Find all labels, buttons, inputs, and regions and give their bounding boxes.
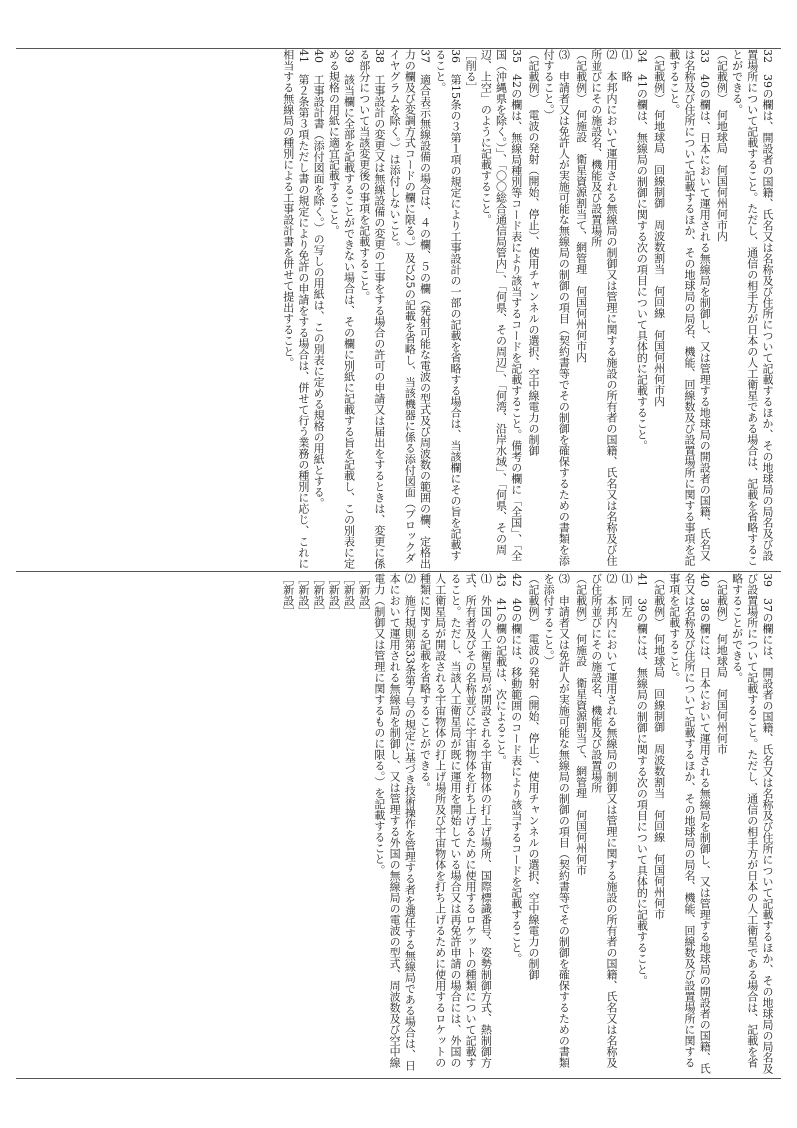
new-note-3: ［新設］ [327,573,341,617]
item-38: 38 工事設計の変更又は無線設備の変更の工事をする場合の許可の申請又は届出をするときは、変更に係る部分について当該変更後の事項を記載すること。 [357,49,386,569]
new-note-2: ［新設］ [342,573,356,617]
current-text-panel [16,49,781,569]
previous-text-body [281,573,776,1077]
item-37: 37 適合表示無線設備の場合は、４の欄、５の欄（発射可能な電波の型式及び周波数の範囲の欄、定格出力の欄及び変調方式コードの欄に限る。）及び25の記載を省略し、当該機器に係る添付図面（ブロックダイヤグラムを除く。）は添付しないこと。 [388,49,432,569]
example-34-3: （記載例） 電波の発射（開始、停止）、使用チャンネルの選択、空中線電力の制御 [526,49,540,456]
old-example-39: （記載例） 何地球局 何国何州何市 [715,573,729,755]
previous-text-panel [16,573,781,1077]
old-item-42: 42 40の欄には、移動範囲のコード表により該当するコードを記載すること。 [509,573,523,964]
new-note-5: ［新設］ [296,573,310,617]
old-example-41-2: （記載例） 何施設 衛星資源割当て、網管理 何国何州何市 [574,573,588,876]
new-note-6: ［新設］ [281,573,295,617]
item-33: 33 40の欄は、日本において運用される無線局を制御し、又は管理する地球局の開設者の国籍、氏名又は名称及び住所について記載するほか、その地球局の局名、機能、回線数及び設置場所に関する事項を記載すること。 [667,49,712,566]
item-34-1: ⑴ 略 [620,49,634,82]
item-34-2: ⑵ 本邦内において運用される無線局の制御又は管理に関する施設の所有者の国籍、氏名又は名称及び住所並びにその施設名、機能及び設置場所 [589,49,618,566]
deleted-note: ［削る］ [464,49,478,93]
example-32: （記載例） 何地球局 何国何州何市内 [715,49,729,242]
old-item-43-2: ⑵ 施行規則第33条第７号の規定に基づき技術操作を管理する者を選任する無線局である場合は、日本において運用される無線局を制御し、又は管理する外国の無線局の電波の型式、周波数及び空中線電力（制御又は管理に関するものに限る。）を記載すること。 [372,573,417,1071]
new-note-4: ［新設］ [312,573,326,617]
old-item-40: 40 38の欄には、日本において運用される無線局を制御し、又は管理する地球局の開設者の国籍、氏名又は名称及び住所について記載するほか、その地球局の局名、機能、回線数及び設置場所に関する事項を記載すること。 [667,573,712,1074]
old-item-41-2: ⑵ 本邦内において運用される無線局の制御又は管理に関する施設の所有者の国籍、氏名又は名称及び住所並びにその施設名、機能及び設置場所 [589,573,618,1068]
item-36: 36 第15条の３第１項の規定により工事設計の一部の記載を省略する場合は、当該欄にその旨を記載すること。 [433,49,462,561]
item-41: 41 第２条第３項ただし書の規定により免許の申請をする場合は、併せて行う業務の種別に応じ、これに相当する無線局の種別による工事設計書を併せて提出すること。 [281,49,310,569]
old-item-39: 39 37の欄には、開設者の国籍、氏名又は名称及び住所について記載するほか、その地球局の局名及び設置場所について記載すること。ただし、通信の相手方が日本の人工衛星である場合は、記載を省略することができる。 [730,573,774,1074]
old-item-43-1: ⑴ 外国の人工衛星局が開設される宇宙物体の打上げ場所、国際標識番号、姿勢制御方式、熱制御方式、所有者及びその名称並びに宇宙物体を打ち上げるために使用するロケットの種類について記載すること。ただし、当該人工衛星局が既に運用を開始している場合又は再免許申請の場合には、外国の人工衛星局が開設される宇宙物体の打上げ場所及び宇宙物体を打ち上げるために使用するロケットの種類に関する記載を省略することができる。 [418,573,493,1068]
new-note-1: ［新設］ [357,573,371,617]
old-item-43: 43 41の欄の記載は、次によること。 [494,573,508,766]
item-40: 40 工事設計書（添付図面を除く。）の写しの用紙は、この別表に定める規格の用紙とする。 [312,49,326,509]
item-35: 35 42の欄は、無線局種別等コード表により該当するコードを記載すること。備考の欄に「全国」、「全国（沖縄県を除く。）」、「〇〇総合通信局管内」、「何県、その周辺」、「何湾、沿岸水域」、「何県、その周辺、上空」のように記載すること。 [479,49,523,561]
old-item-41: 41 39の欄には、無線局の制御に関する次の項目について具体的に記載すること。 [635,573,649,986]
item-34-3: ⑶ 申請者又は免許人が実施可能な無線局の制御の項目（契約書等でその制御を確保するための書類を添付すること。） [542,49,571,566]
old-example-41-3: （記載例） 電波の発射（開始、停止）、使用チャンネルの選択、空中線電力の制御 [526,573,540,980]
old-item-41-3: ⑶ 申請者又は免許人が実施可能な無線局の制御の項目（契約書等でその制御を確保するための書類を添付すること。） [542,573,571,1068]
middle-divider [16,571,781,572]
bottom-border [16,1078,781,1079]
item-34: 34 41の欄は、無線局の制御に関する次の項目について具体的に記載すること。 [635,49,649,451]
current-text-body [281,49,776,569]
item-39: 39 該当欄に全部を記載することができない場合は、その欄に別紙に記載する旨を記載し、この別表に定める規格の用紙に適宜記載すること。 [327,49,356,569]
old-example-40: （記載例） 何地球局 回線制御 周波数割当 何回線 何国何州何市 [652,573,666,920]
old-item-41-1: ⑴ 同左 [620,573,634,617]
example-34-2: （記載例） 何施設 衛星資源割当て、網管理 何国何州何市内 [574,49,588,363]
item-32: 32 39の欄は、開設者の国籍、氏名又は名称及び住所について記載するほか、その地球局の局名及び設置場所について記載すること。ただし、通信の相手方が日本の人工衛星である場合は、記載を省略することができる。 [730,49,774,566]
example-33: （記載例） 何地球局 回線制御 周波数割当 何回線 何国何州何市内 [652,49,666,407]
